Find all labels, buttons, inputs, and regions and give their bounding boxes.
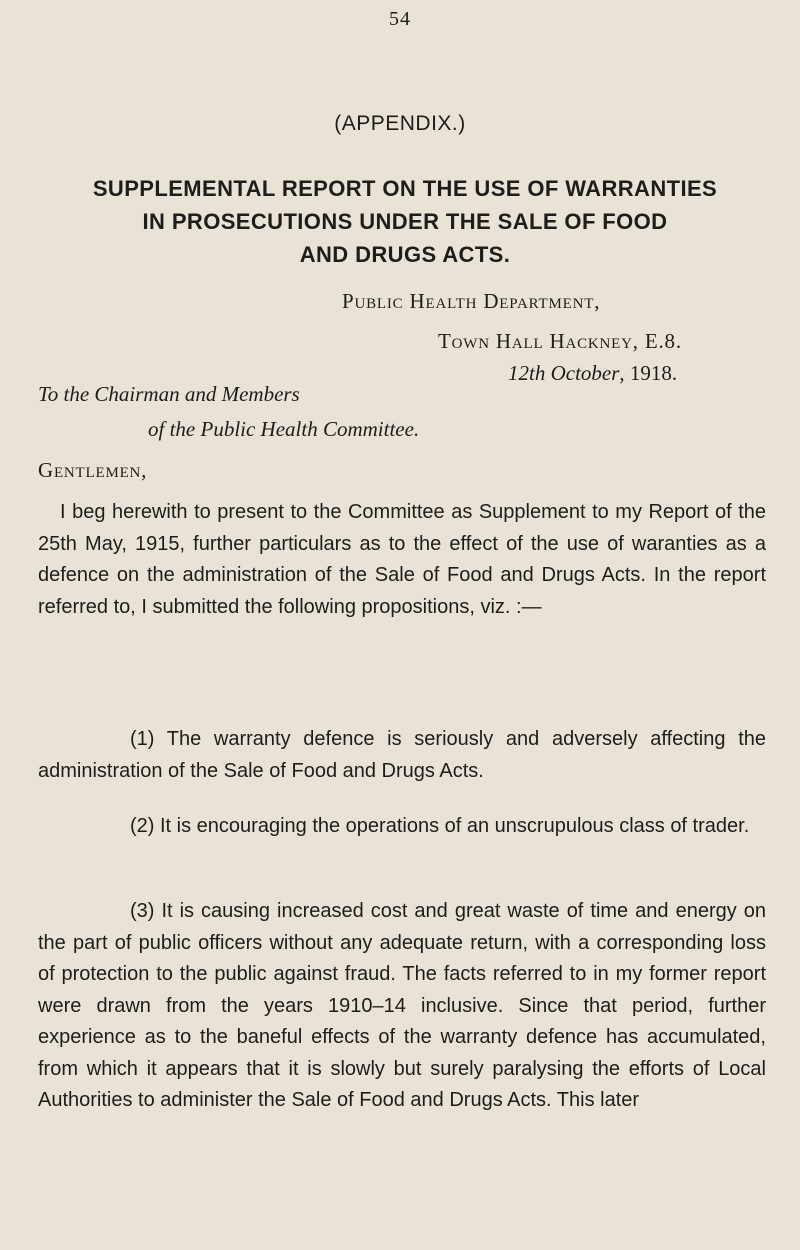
address-date-day: 12th October (508, 361, 620, 385)
proposition-3: (3) It is causing increased cost and great waste of time and energy on the part of public officers without any adequate return, with a corresponding loss of protection to the public against fraud. The facts referred to in my former report were drawn from the years 1910–14 inclusive. Since that period, further experience as to the baneful effects of the warranty defence has accumulated, from which it appears that it is slowly but surely paralysing the efforts of Local Authorities to administer the Sale of Food and Drugs Acts. This later (38, 900, 766, 1111)
addressee-line-1: To the Chairman and Members (38, 382, 300, 406)
salutation: Gentlemen, (38, 458, 148, 482)
report-title-line-2: IN PROSECUTIONS UNDER THE SALE OF FOOD (142, 209, 668, 234)
intro-paragraph: I beg herewith to present to the Committee as Supplement to my Report of the 25th May, 1915, further particulars as to the effect of the use of waranties as a defence on the administration of the Sale of Food and Drugs Acts. In the report referred to, I submitted the following propositions, viz. :— (38, 501, 766, 618)
proposition-1: (1) The warranty defence is seriously and adversely affecting the administration of the Sale of Food and Drugs Acts. (38, 728, 766, 782)
page-number: 54 (389, 8, 411, 30)
addressee-line-2: of the Public Health Committee. (148, 417, 420, 441)
report-title-line-1: SUPPLEMENTAL REPORT ON THE USE OF WARRANTIES (92, 176, 718, 201)
appendix-heading: (APPENDIX.) (334, 112, 466, 135)
address-date-year: , 1918. (619, 361, 678, 385)
report-title-line-3: AND DRUGS ACTS. (299, 242, 511, 267)
report-title (60, 172, 750, 271)
address-date (508, 360, 677, 386)
proposition-2: (2) It is encouraging the operations of an unscrupulous class of trader. (130, 815, 750, 837)
address-town-hall: Town Hall Hackney, E.8. (438, 329, 682, 353)
address-department: Public Health Department, (342, 289, 601, 313)
